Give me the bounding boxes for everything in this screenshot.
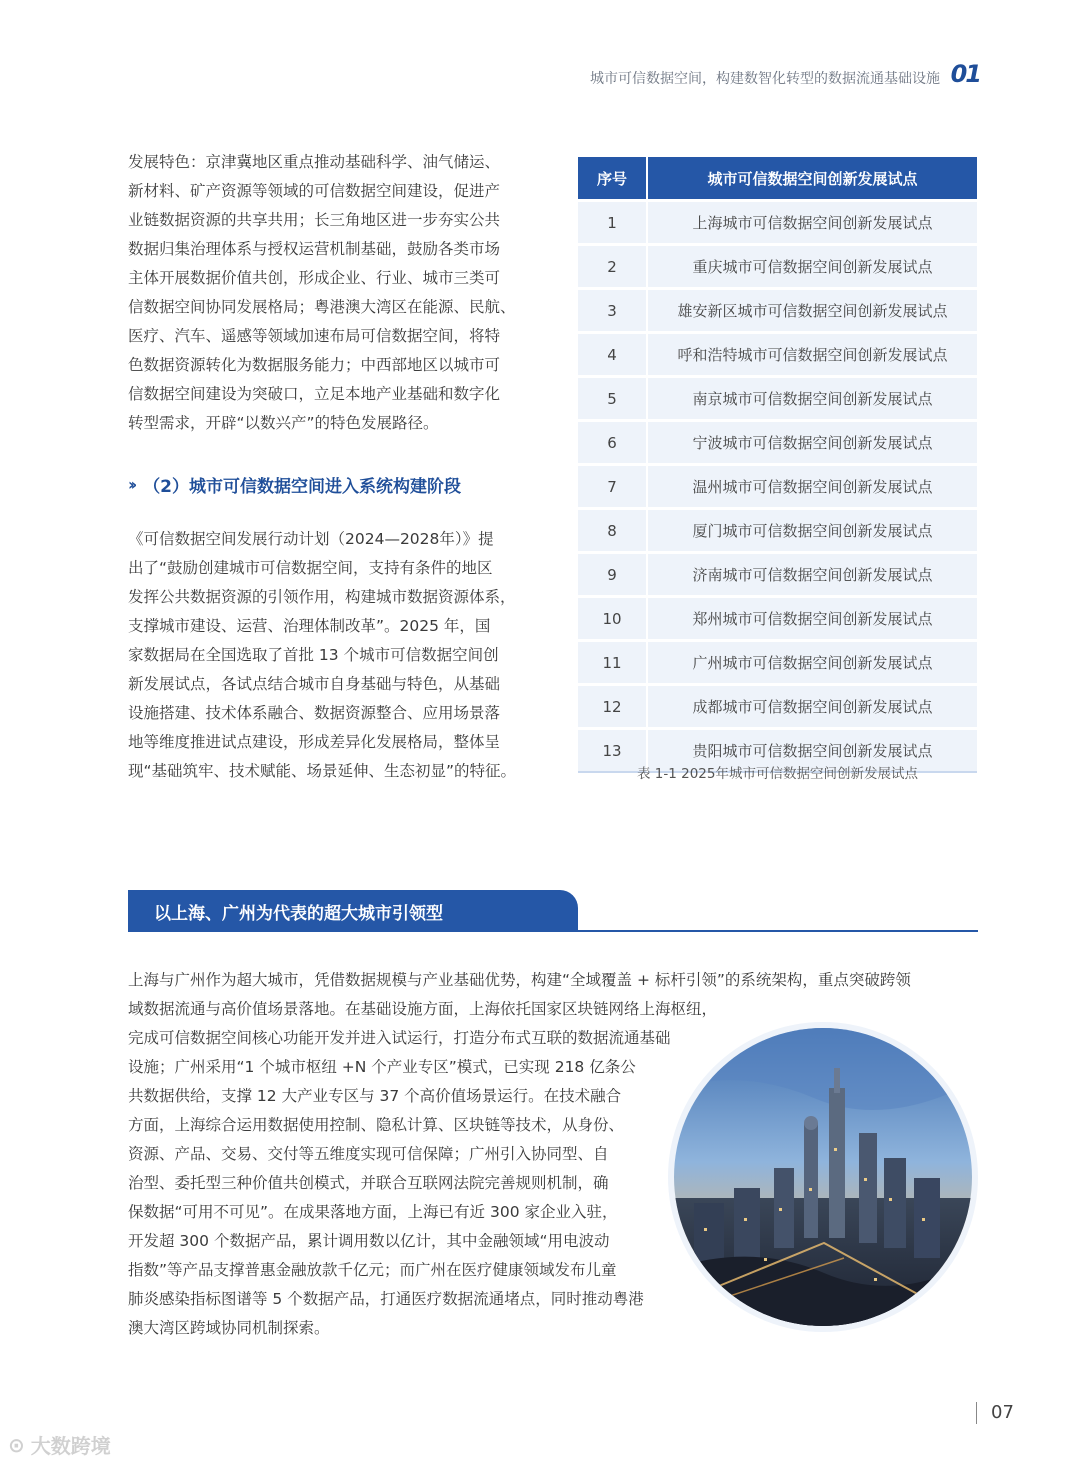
cell-no: 5 [578, 378, 648, 419]
table-row [578, 334, 977, 375]
cell-no: 2 [578, 246, 648, 287]
text-line: 指数”等产品支撑普惠金融放款千亿元；而广州在医疗健康领域发布儿童 [128, 1261, 617, 1279]
text-line: 色数据资源转化为数据服务能力；中西部地区以城市可 [128, 356, 501, 374]
cell-no: 10 [578, 598, 648, 639]
text-line: 保数据“可用不可见”。在成果落地方面，上海已有近 300 家企业入驻， [128, 1203, 618, 1221]
cell-no: 4 [578, 334, 648, 375]
text-line: 澳大湾区跨域协同机制探索。 [128, 1319, 330, 1337]
cell-no: 7 [578, 466, 648, 507]
text-line: 新材料、矿产资源等领域的可信数据空间建设，促进产 [128, 182, 501, 200]
text-line: 家数据局在全国选取了首批 13 个城市可信数据空间创 [128, 646, 499, 664]
double-chevron-right-icon: ›› [128, 474, 134, 494]
text-line: 信数据空间建设为突破口，立足本地产业基础和数字化 [128, 385, 501, 403]
cell-name: 重庆城市可信数据空间创新发展试点 [648, 246, 977, 287]
table-caption: 表 1-1 2025年城市可信数据空间创新发展试点 [637, 766, 918, 782]
cell-no: 12 [578, 686, 648, 727]
cell-name: 贵阳城市可信数据空间创新发展试点 [648, 730, 977, 773]
text-line: 开发超 300 个数据产品，累计调用数以亿计，其中金融领域“用电波动 [128, 1232, 610, 1250]
subheading [128, 469, 548, 499]
cell-name: 厦门城市可信数据空间创新发展试点 [648, 510, 977, 551]
text-line: 新发展试点，各试点结合城市自身基础与特色，从基础 [128, 675, 501, 693]
section-header [128, 890, 978, 934]
text-line: 《可信数据空间发展行动计划（2024—2028年）》提 [128, 530, 494, 548]
header-no: 序号 [578, 157, 648, 199]
cell-name: 上海城市可信数据空间创新发展试点 [648, 202, 977, 243]
section-title: 以上海、广州为代表的超大城市引领型 [154, 904, 443, 924]
text-line: 现“基础筑牢、技术赋能、场景延伸、生态初显”的特征。 [128, 762, 517, 780]
text-line: 肺炎感染指标图谱等 5 个数据产品，打通医疗数据流通堵点，同时推动粤港 [128, 1290, 644, 1308]
cell-no: 11 [578, 642, 648, 683]
table-row [578, 466, 977, 507]
left-column-para1 [128, 148, 530, 438]
weibo-icon: ⊙ [8, 1432, 25, 1457]
paragraph-action-plan [128, 525, 530, 786]
cell-name: 济南城市可信数据空间创新发展试点 [648, 554, 977, 595]
text-line: 医疗、汽车、遥感等领域加速布局可信数据空间，将特 [128, 327, 501, 345]
table-row [578, 686, 977, 727]
text-line: 资源、产品、交易、交付等五维度实现可信保障；广州引入协同型、自 [128, 1145, 609, 1163]
cell-no: 13 [578, 730, 648, 773]
text-line: 信数据空间协同发展格局；粤港澳大湾区在能源、民航、 [128, 298, 516, 316]
text-line: 共数据供给，支撑 12 大产业专区与 37 个高价值场景运行。在技术融合 [128, 1087, 622, 1105]
table-row [578, 246, 977, 287]
text-line: 数据归集治理体系与授权运营机制基础，鼓励各类市场 [128, 240, 501, 258]
cell-name: 雄安新区城市可信数据空间创新发展试点 [648, 290, 977, 331]
text-line: 域数据流通与高价值场景落地。在基础设施方面，上海依托国家区块链网络上海枢纽， [128, 1000, 718, 1018]
running-title: 城市可信数据空间，构建数智化转型的数据流通基础设施 [590, 71, 940, 87]
chapter-mark: 01 [950, 60, 980, 88]
cell-name: 温州城市可信数据空间创新发展试点 [648, 466, 977, 507]
text-line: 发展特色：京津冀地区重点推动基础科学、油气储运、 [128, 153, 501, 171]
table-row [578, 642, 977, 683]
table-row [578, 598, 977, 639]
text-line: 出了“鼓励创建城市可信数据空间，支持有条件的地区 [128, 559, 493, 577]
text-line: 发挥公共数据资源的引领作用，构建城市数据资源体系， [128, 588, 516, 606]
table-row [578, 510, 977, 551]
text-line: 地等维度推进试点建设，形成差异化发展格局，整体呈 [128, 733, 501, 751]
cell-no: 8 [578, 510, 648, 551]
subheading-text: （2）城市可信数据空间进入系统构建阶段 [143, 476, 462, 497]
table-row [578, 202, 977, 243]
text-line: 设施搭建、技术体系融合、数据资源整合、应用场景落 [128, 704, 501, 722]
page-number: 07 [976, 1402, 1014, 1424]
table-row [578, 378, 977, 419]
cell-name: 南京城市可信数据空间创新发展试点 [648, 378, 977, 419]
text-line: 主体开展数据价值共创，形成企业、行业、城市三类可 [128, 269, 501, 287]
text-line: 上海与广州作为超大城市，凭借数据规模与产业基础优势，构建“全域覆盖 + 标杆引领”的系统架构，重点突破跨领 [128, 971, 911, 989]
table-row [578, 422, 977, 463]
table-row [578, 290, 977, 331]
running-header [560, 62, 980, 92]
cell-name: 广州城市可信数据空间创新发展试点 [648, 642, 977, 683]
paragraph-regional-features [128, 148, 530, 438]
table-row [578, 554, 977, 595]
section-tab [128, 890, 578, 930]
cell-name: 成都城市可信数据空间创新发展试点 [648, 686, 977, 727]
city-skyline-photo [668, 1022, 978, 1332]
cell-name: 呼和浩特城市可信数据空间创新发展试点 [648, 334, 977, 375]
watermark [8, 1430, 111, 1459]
cell-name: 郑州城市可信数据空间创新发展试点 [648, 598, 977, 639]
skyline-illustration [674, 1028, 972, 1326]
watermark-text: 大数跨境 [30, 1434, 111, 1458]
header-name: 城市可信数据空间创新发展试点 [648, 157, 977, 199]
left-column-para2 [128, 525, 530, 786]
text-line: 方面，上海综合运用数据使用控制、隐私计算、区块链等技术，从身份、 [128, 1116, 625, 1134]
cell-no: 9 [578, 554, 648, 595]
pilot-table-grid [578, 154, 977, 776]
cell-no: 6 [578, 422, 648, 463]
pilot-table [578, 154, 977, 776]
text-line: 转型需求，开辟“以数兴产”的特色发展路径。 [128, 414, 439, 432]
text-line: 治型、委托型三种价值共创模式，并联合互联网法院完善规则机制，确 [128, 1174, 609, 1192]
text-line: 完成可信数据空间核心功能开发并进入试运行，打造分布式互联的数据流通基础 [128, 1029, 671, 1047]
cell-name: 宁波城市可信数据空间创新发展试点 [648, 422, 977, 463]
text-line: 业链数据资源的共享共用；长三角地区进一步夯实公共 [128, 211, 501, 229]
cell-no: 1 [578, 202, 648, 243]
text-line: 设施；广州采用“1 个城市枢纽 +N 个产业专区”模式，已实现 218 亿条公 [128, 1058, 636, 1076]
table-header-row [578, 157, 977, 199]
cell-no: 3 [578, 290, 648, 331]
text-line: 支撑城市建设、运营、治理体制改革”。2025 年，国 [128, 617, 491, 635]
section-divider [128, 930, 978, 932]
